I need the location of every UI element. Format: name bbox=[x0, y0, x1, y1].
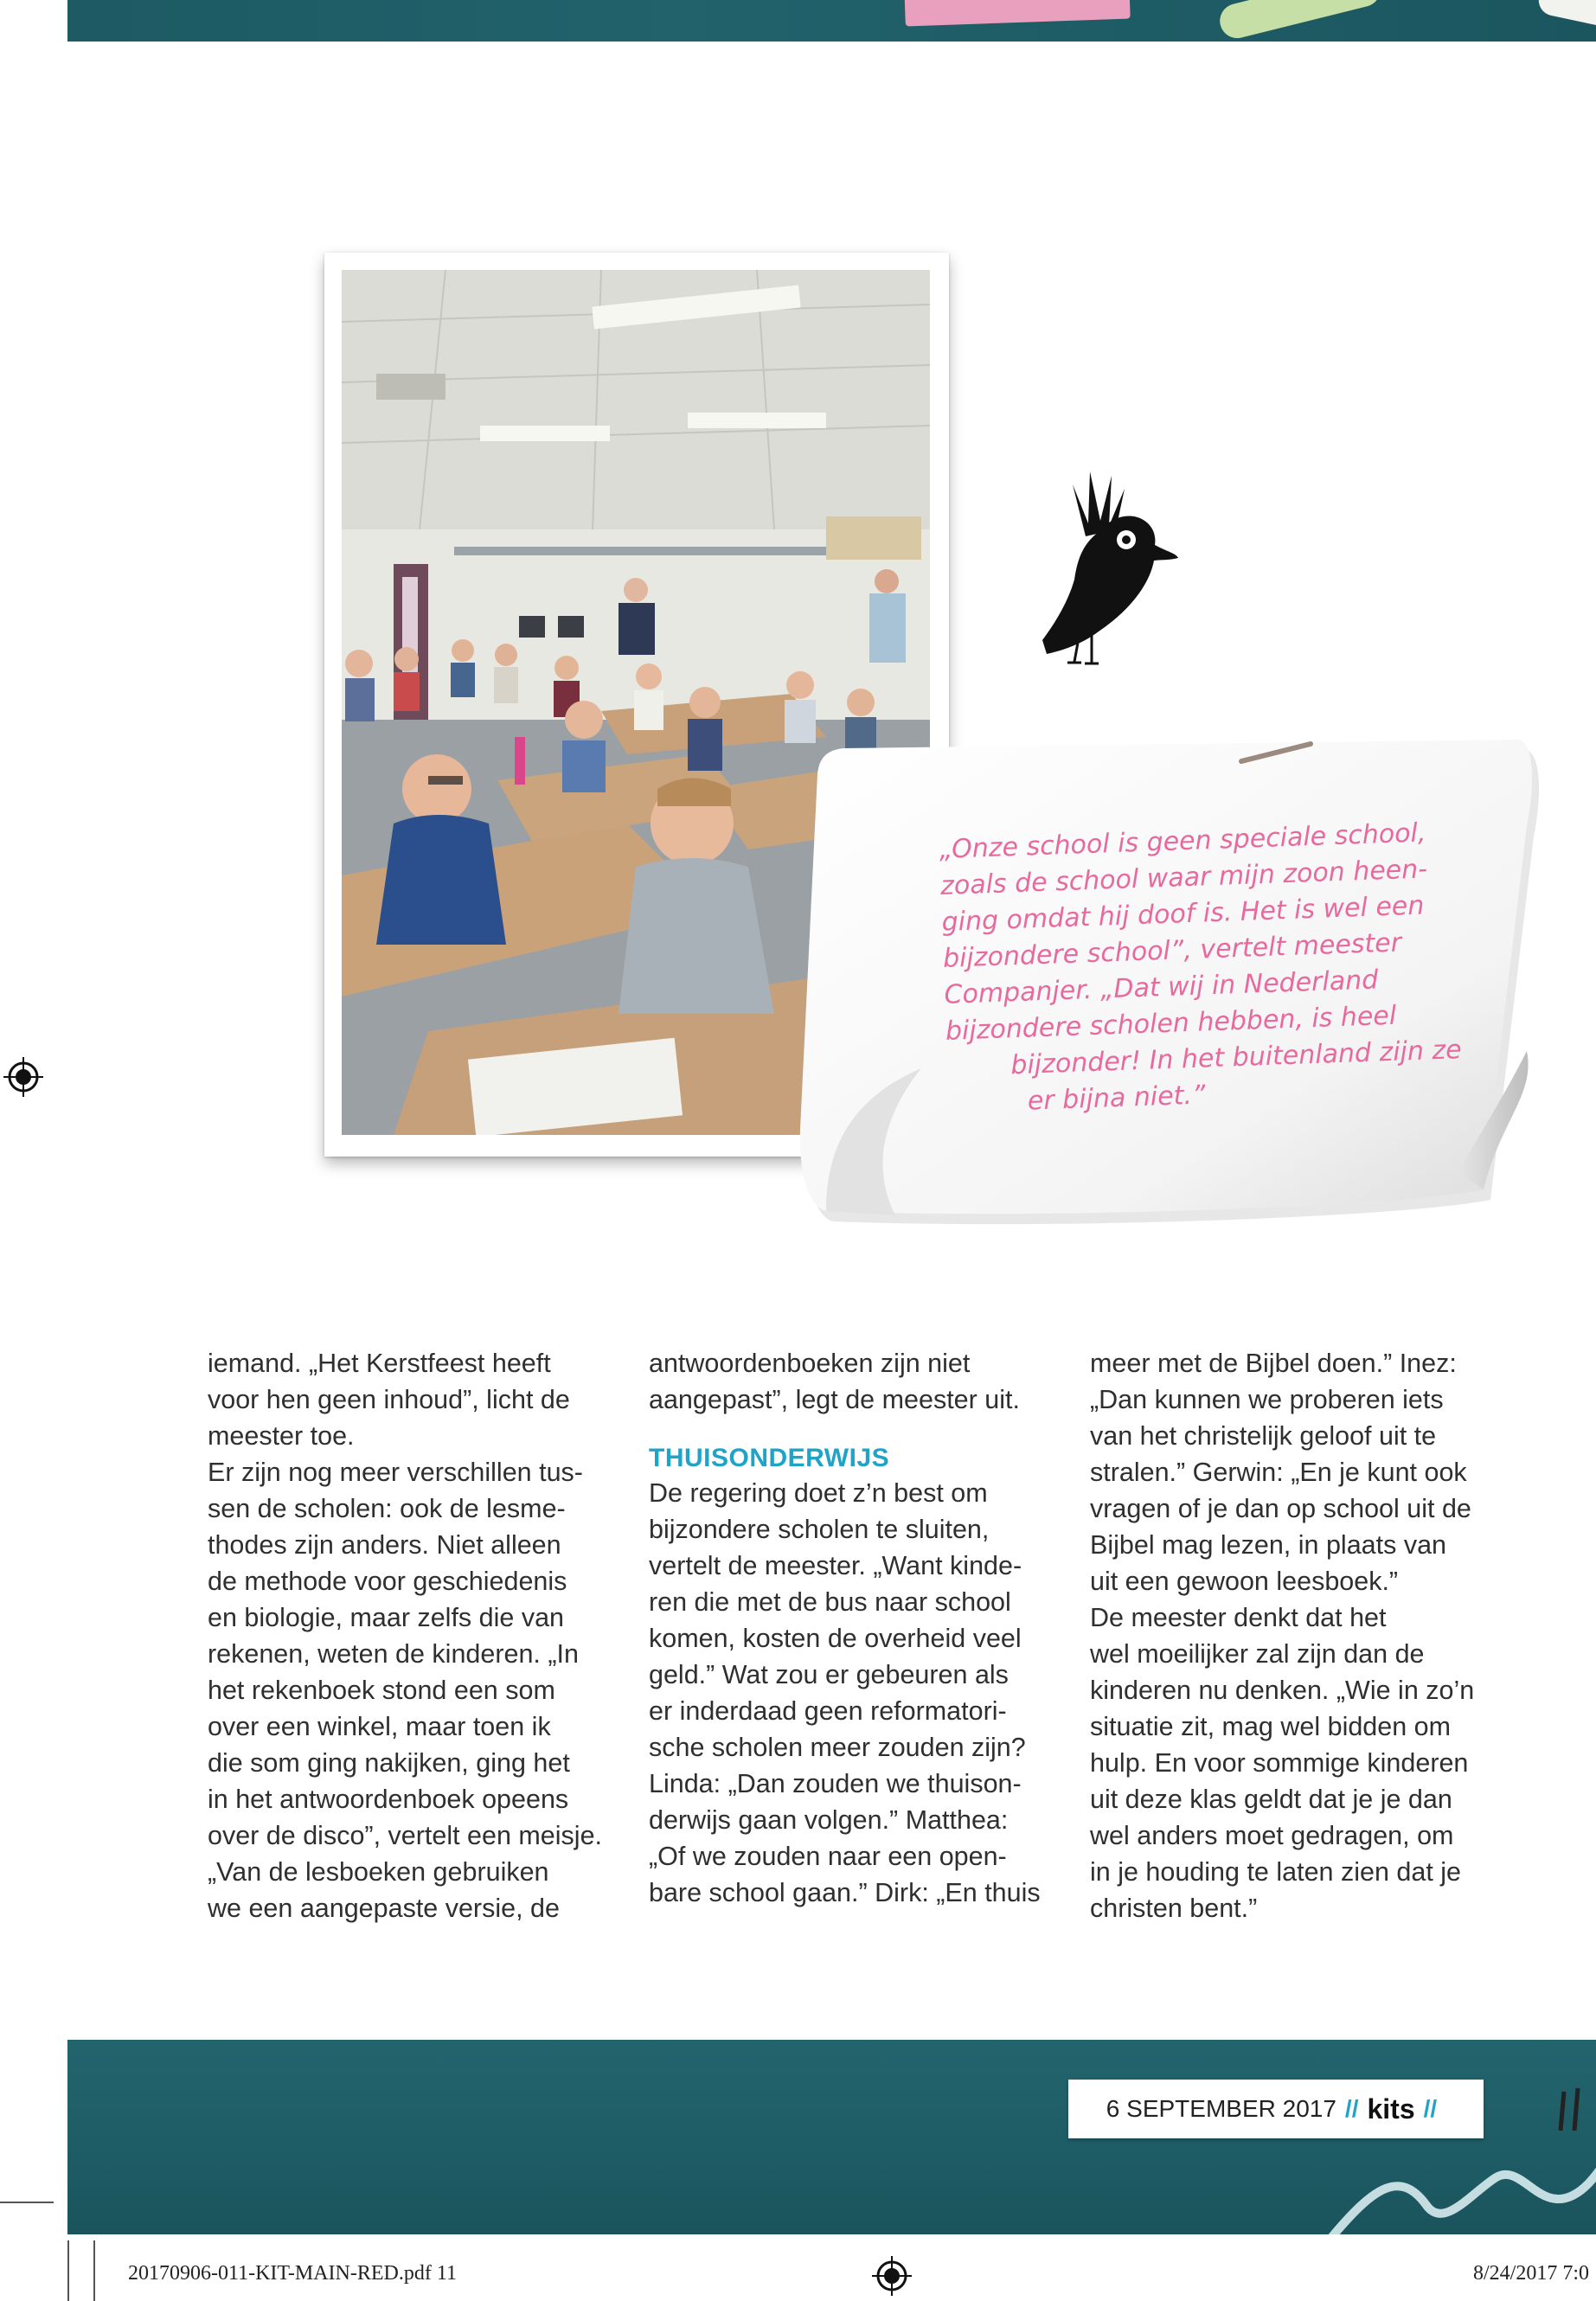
print-file-name: 20170906-011-KIT-MAIN-RED.pdf 11 bbox=[128, 2262, 457, 2285]
section-heading: THUISONDERWIJS bbox=[649, 1444, 890, 1472]
text-line: „Dan kunnen we proberen iets bbox=[1090, 1385, 1444, 1414]
separator: // bbox=[1423, 2095, 1438, 2122]
text-line: „Van de lesboeken gebruiken bbox=[208, 1857, 549, 1887]
chalk-scribble-icon bbox=[1322, 2135, 1596, 2234]
issue-date-box bbox=[1068, 2080, 1484, 2138]
top-chalkboard-band bbox=[67, 0, 1596, 42]
text-line: aangepast”, legt de meester uit. bbox=[649, 1385, 1020, 1414]
registration-mark-icon bbox=[872, 2256, 912, 2296]
text-line: in je houding te laten zien dat je bbox=[1090, 1857, 1462, 1887]
text-line: over een winkel, maar toen ik bbox=[208, 1712, 551, 1741]
text-line: antwoordenboeken zijn niet bbox=[649, 1349, 971, 1378]
chalk-stroke-icon bbox=[1557, 2083, 1592, 2135]
text-line: van het christelijk geloof uit te bbox=[1090, 1421, 1437, 1451]
text-line: meester toe. bbox=[208, 1421, 355, 1451]
text-line: geld.” Wat zou er gebeuren als bbox=[649, 1660, 1009, 1689]
pull-quote-line: bijzondere scholen hebben, is heel bbox=[945, 1000, 1397, 1047]
pull-quote-line: ging omdat hij doof is. Het is wel een bbox=[941, 890, 1425, 938]
text-line: en biologie, maar zelfs die van bbox=[208, 1603, 564, 1632]
bird-icon bbox=[995, 450, 1194, 675]
pull-quote-line: Companjer. „Dat wij in Nederland bbox=[943, 965, 1379, 1010]
crop-mark bbox=[93, 2240, 95, 2301]
text-line: uit een gewoon leesboek.” bbox=[1090, 1567, 1399, 1596]
text-line: we een aangepaste versie, de bbox=[208, 1894, 560, 1923]
text-line: ren die met de bus naar school bbox=[649, 1587, 1011, 1617]
print-timestamp: 8/24/2017 7:0 bbox=[1472, 2262, 1589, 2285]
pull-quote-line: bijzondere school”, vertelt meester bbox=[942, 927, 1402, 974]
issue-date: 6 SEPTEMBER 2017 bbox=[1106, 2095, 1336, 2122]
text-line: wel moeilijker zal zijn dan de bbox=[1090, 1639, 1425, 1669]
pull-quote-line: „Onze school is geen speciale school, bbox=[939, 817, 1426, 865]
text-line: die som ging nakijken, ging het bbox=[208, 1748, 570, 1778]
text-line: Bijbel mag lezen, in plaats van bbox=[1090, 1530, 1446, 1560]
pull-quote bbox=[939, 813, 1484, 1122]
text-line: Er zijn nog meer verschillen tus- bbox=[208, 1458, 583, 1487]
article-column-1 bbox=[208, 1345, 623, 1926]
text-line: Linda: „Dan zouden we thuison- bbox=[649, 1769, 1022, 1798]
pink-chalk-icon bbox=[904, 0, 1130, 27]
brand-name: kits bbox=[1367, 2093, 1415, 2125]
pull-quote-line: zoals de school waar mijn zoon heen- bbox=[939, 854, 1428, 901]
text-line: situatie zit, mag wel bidden om bbox=[1090, 1712, 1452, 1741]
text-line: over de disco”, vertelt een meisje. bbox=[208, 1821, 603, 1850]
text-line: in het antwoordenboek opeens bbox=[208, 1785, 569, 1814]
text-line: derwijs gaan volgen.” Matthea: bbox=[649, 1805, 1009, 1835]
text-line: het rekenboek stond een som bbox=[208, 1676, 555, 1705]
article-column-3 bbox=[1090, 1345, 1505, 1926]
text-line: thodes zijn anders. Niet alleen bbox=[208, 1530, 561, 1560]
pull-quote-line: er bijna niet.” bbox=[1027, 1080, 1207, 1117]
crop-mark bbox=[67, 2240, 69, 2301]
text-line: kinderen nu denken. „Wie in zo’n bbox=[1090, 1676, 1475, 1705]
text-line: De regering doet z’n best om bbox=[649, 1478, 988, 1508]
text-line: „Of we zouden naar een open- bbox=[649, 1842, 1007, 1871]
text-line: vragen of je dan op school uit de bbox=[1090, 1494, 1471, 1523]
green-chalk-icon bbox=[1216, 0, 1384, 42]
text-line: christen bent.” bbox=[1090, 1894, 1258, 1923]
text-line: rekenen, weten de kinderen. „In bbox=[208, 1639, 579, 1669]
text-line: hulp. En voor sommige kinderen bbox=[1090, 1748, 1469, 1778]
text-line: voor hen geen inhoud”, licht de bbox=[208, 1385, 570, 1414]
text-line: stralen.” Gerwin: „En je kunt ook bbox=[1090, 1458, 1467, 1487]
separator: // bbox=[1344, 2095, 1359, 2122]
text-line: wel anders moet gedragen, om bbox=[1090, 1821, 1454, 1850]
text-line: de methode voor geschiedenis bbox=[208, 1567, 567, 1596]
text-line: bare school gaan.” Dirk: „En thuis bbox=[649, 1878, 1041, 1907]
crop-mark bbox=[0, 2202, 54, 2203]
registration-mark-icon bbox=[3, 1057, 43, 1097]
text-line: iemand. „Het Kerstfeest heeft bbox=[208, 1349, 551, 1378]
text-line: meer met de Bijbel doen.” Inez: bbox=[1090, 1349, 1457, 1378]
text-line: sen de scholen: ook de lesme- bbox=[208, 1494, 566, 1523]
pull-quote-line: bijzonder! In het buitenland zijn ze bbox=[1010, 1035, 1463, 1081]
text-line: er inderdaad geen reformatori- bbox=[649, 1696, 1007, 1726]
text-line: sche scholen meer zouden zijn? bbox=[649, 1733, 1026, 1762]
text-line: komen, kosten de overheid veel bbox=[649, 1624, 1022, 1653]
text-line: vertelt de meester. „Want kinde- bbox=[649, 1551, 1022, 1580]
text-line: uit deze klas geldt dat je je dan bbox=[1090, 1785, 1452, 1814]
white-chalk-icon bbox=[1535, 0, 1596, 32]
article-column-2 bbox=[649, 1345, 1064, 1911]
text-line: De meester denkt dat het bbox=[1090, 1603, 1387, 1632]
text-line: bijzondere scholen te sluiten, bbox=[649, 1515, 990, 1544]
